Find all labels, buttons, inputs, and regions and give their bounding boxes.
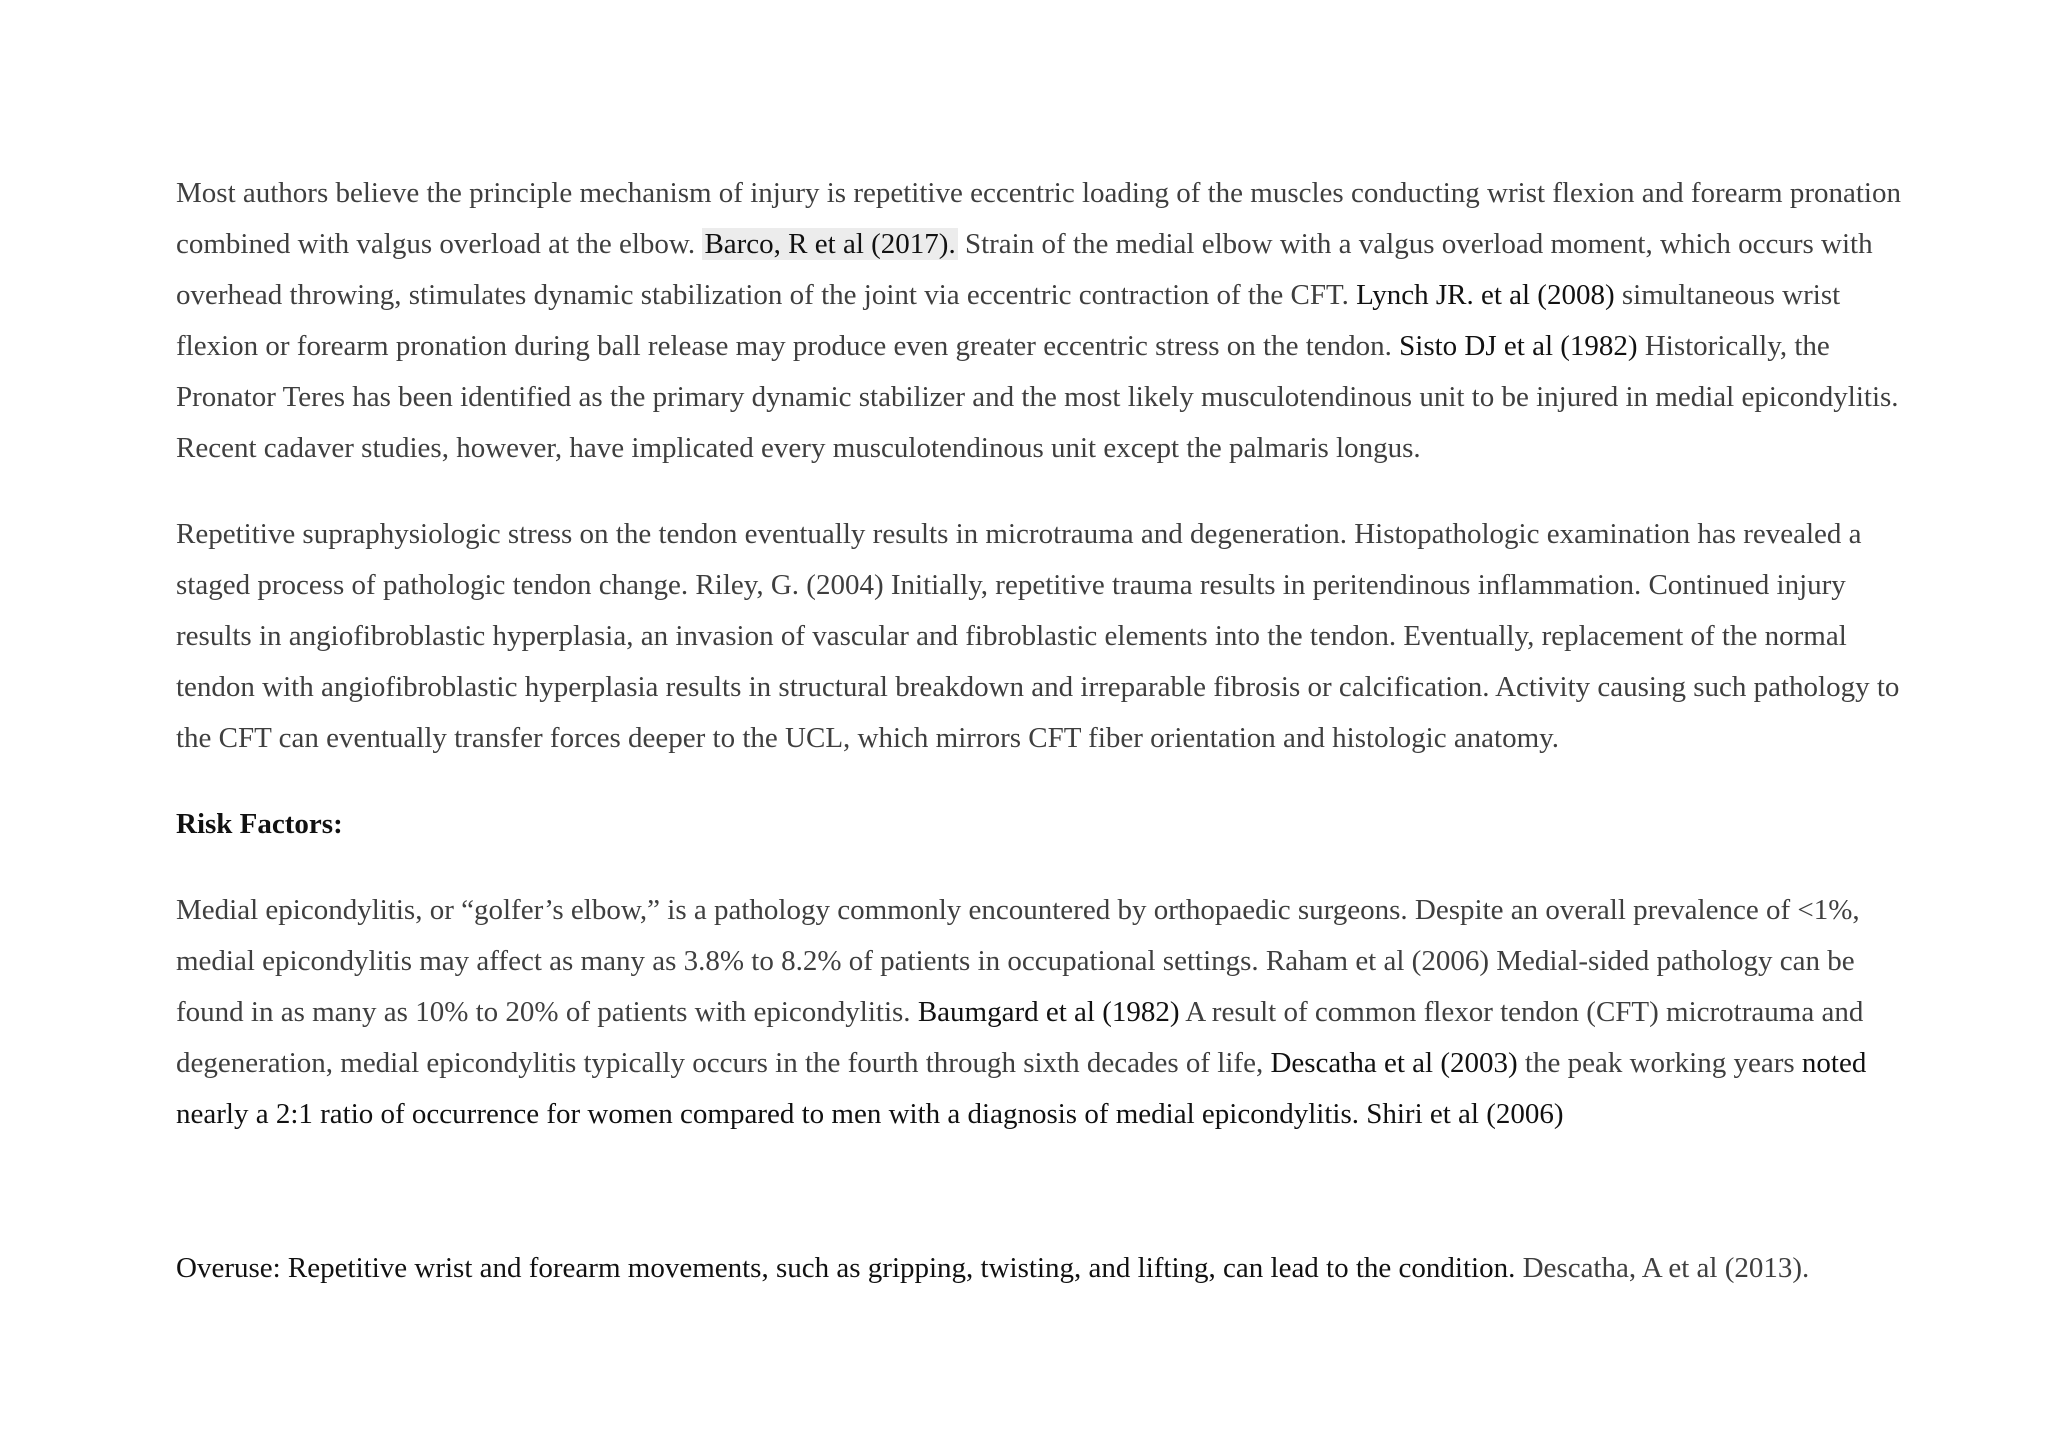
citation-barco: Barco, R et al (2017). xyxy=(704,228,956,260)
blank-space xyxy=(176,1175,1911,1243)
paragraph-mechanism xyxy=(176,168,1911,474)
citation-baumgard: Baumgard et al (1982) xyxy=(917,996,1180,1028)
paragraph-overuse xyxy=(176,1243,1911,1294)
citation-lynch: Lynch JR. et al (2008) xyxy=(1356,279,1615,311)
paragraph-text: the peak working years xyxy=(1524,1047,1795,1079)
paragraph-text: A result of common flexor tendon (CFT) microtrauma and degeneration, medial epicondylitis typically occurs in the fourth through sixth decades of life, xyxy=(176,996,1864,1079)
citation-sisto: Sisto DJ et al (1982) xyxy=(1399,330,1638,362)
paragraph-text: Most authors believe the principle mechanism of injury is repetitive eccentric loading of the muscles conducting wrist flexion and forearm pronation combined with valgus overload at the elbow. xyxy=(176,177,1901,260)
paragraph-risk-factors xyxy=(176,885,1911,1140)
section-heading-risk-factors: Risk Factors: xyxy=(176,808,343,840)
paragraph-text: simultaneous wrist flexion or forearm pronation during ball release may produce even greater eccentric stress on the tendon. xyxy=(176,279,1841,362)
paragraph-text-dark: Overuse: Repetitive wrist and forearm movements, such as gripping, twisting, and lifting, can lead to the condition. xyxy=(176,1252,1516,1284)
paragraph-text: Historically, the Pronator Teres has been identified as the primary dynamic stabilizer and the most likely musculotendinous unit to be injured in medial epicondylitis. Recent cadaver studies, however, have implicated every musculotendinous unit except the palmaris longus. xyxy=(176,330,1899,464)
paragraph-text: Medial epicondylitis, or “golfer’s elbow,” is a pathology commonly encountered by orthopaedic surgeons. Despite an overall prevalence of <1%, medial epicondylitis may affect as many as 3.8% to 8.2% of patients in occupational settings. Raham et al (2006) Medial-sided pathology can be found in as many as 10% to 20% of patients with epicondylitis. xyxy=(176,894,1860,1028)
paragraph-text-dark: noted nearly a 2:1 ratio of occurrence for women compared to men with a diagnosis of medial epicondylitis. Shiri et al (2006) xyxy=(176,1047,1867,1130)
citation-descatha-2013: Descatha, A et al (2013). xyxy=(1522,1252,1810,1284)
citation-descatha-2003: Descatha et al (2003) xyxy=(1270,1047,1518,1079)
paragraph-pathology xyxy=(176,509,1911,764)
document-page xyxy=(176,168,1911,1329)
paragraph-text: Repetitive supraphysiologic stress on the tendon eventually results in microtrauma and degeneration. Histopathologic examination has revealed a staged process of pathologic tendon change. Riley, G. (2004) Initially, repetitive trauma results in peritendinous inflammation. Continued injury results in angiofibroblastic hyperplasia, an invasion of vascular and fibroblastic elements into the tendon. Eventually, replacement of the normal tendon with angiofibroblastic hyperplasia results in structural breakdown and irreparable fibrosis or calcification. Activity causing such pathology to the CFT can eventually transfer forces deeper to the UCL, which mirrors CFT fiber orientation and histologic anatomy. xyxy=(176,518,1900,754)
paragraph-text: Strain of the medial elbow with a valgus overload moment, which occurs with overhead throwing, stimulates dynamic stabilization of the joint via eccentric contraction of the CFT. xyxy=(176,228,1873,311)
